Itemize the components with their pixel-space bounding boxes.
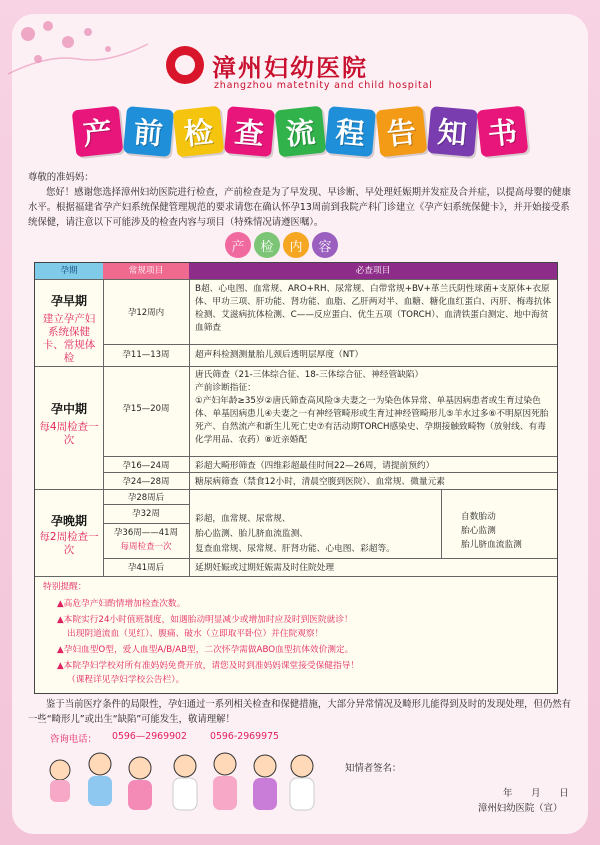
phase-early-title: 孕早期 — [50, 294, 87, 308]
week-36-41: 孕36周——41周 — [113, 528, 179, 538]
hospital-name-en: zhangzhou matetnity and child hospital — [214, 80, 433, 91]
title-char-2: 检 — [173, 106, 224, 158]
section-char-1: 检 — [254, 232, 280, 258]
week-11-13: 孕11—13周 — [122, 350, 170, 360]
week-28-after: 孕28周后 — [127, 493, 165, 503]
items-w11: 超声科检测测量胎儿颈后透明层厚度（NT） — [195, 350, 364, 360]
contact-label: 咨询电话： — [50, 734, 97, 745]
title-char-4: 流 — [274, 106, 325, 158]
reminder-line-2: ▲本院实行24小时值班制度，如遇胎动明显减少或增加时应及时到医院就诊！ — [57, 615, 353, 625]
hospital-name: 漳州妇幼医院 — [212, 53, 368, 82]
section-title — [225, 232, 338, 258]
title-char-8: 书 — [477, 106, 528, 158]
week-15-20: 孕15—20周 — [122, 404, 170, 414]
items-w32: 彩超，血常规、尿常规、 — [195, 514, 291, 524]
header-phase: 孕期 — [35, 263, 103, 279]
late-side-1: 自数胎动 — [461, 512, 496, 522]
week-weekly: 每周检查一次 — [120, 542, 172, 552]
title-char-7: 知 — [427, 106, 478, 157]
week-16-24: 孕16—24周 — [122, 461, 170, 471]
header-required: 必查项目 — [189, 263, 557, 279]
week-12: 孕12周内 — [127, 308, 165, 318]
greeting: 尊敬的准妈妈： — [28, 172, 94, 183]
title-char-0: 产 — [72, 106, 123, 158]
reminder-line-4: ▲孕妇血型O型，爱人血型A/B/AB型，二次怀孕需做ABO血型抗体效价测定。 — [57, 645, 354, 655]
items-w16: 彩超大畸形筛查（四维彩超最佳时间22—26周，请提前预约） — [195, 461, 435, 471]
items-w24: 糖尿病筛查（禁食12小时，清晨空腹到医院）、血常规、微量元素 — [195, 477, 445, 487]
reminder-line-5: ▲本院孕妇学校对所有准妈妈免费开放，请您及时到准妈妈课堂接受保健指导！ — [57, 661, 360, 671]
items-w15-3: ①产妇年龄≥35岁②唐氏筛查高风险③夫妻之一为染色体异常、单基因病患者或生育过染色体、单基因病患儿④夫妻之一有神经管畸形或生育过神经管畸形儿⑤羊水过多⑥不明原因死胎死产、自然流产和新生儿死亡史⑦有活动期TORCH感染史、孕期接触致畸物（放射线、有毒化学用品、农药）⑧近亲婚配 — [195, 396, 549, 445]
section-char-3: 容 — [312, 232, 338, 258]
week-32: 孕32周 — [132, 509, 160, 519]
phase-late-sub: 每2周检查一次 — [39, 531, 99, 556]
items-w15-1: 唐氏筛查（21-三体综合征、18-三体综合征、神经管缺陷） — [195, 370, 424, 380]
hospital-emblem-icon — [166, 46, 204, 84]
section-char-0: 产 — [225, 232, 251, 258]
items-w12: B超、心电图、血常规、ARO+RH、尿常规、白带常规+BV+革兰氏阴性球菌+支原体+衣原体、甲功三项、肝功能、肾功能、血脂、乙肝两对半、血糖、糖化血红蛋白、丙肝、梅毒抗体检测、艾滋病抗体检测、C——反应蛋白、优生五项（TORCH）、血清铁蛋白测定、地中海贫血筛查 — [195, 284, 552, 333]
week-24-28: 孕24—28周 — [122, 477, 170, 487]
closing-paragraph: 鉴于当前医疗条件的局限性，孕妇通过一系列相关检查和保健措施，大部分异常情况及畸形儿能得到及时的发现处理，但仍然有一些“畸形儿”或出生“缺陷”可能发生，敬请理解！ — [28, 699, 572, 725]
family-illustration — [40, 750, 340, 828]
title-char-5: 程 — [325, 106, 376, 157]
section-char-2: 内 — [283, 232, 309, 258]
floral-decoration — [8, 14, 158, 104]
date-line: 年 月 日 — [503, 788, 569, 799]
header-routine: 常规项目 — [103, 263, 189, 279]
signature-label: 知情者签名： — [345, 763, 402, 774]
title-char-6: 告 — [376, 106, 427, 158]
late-side-3: 胎儿脐血流监测 — [461, 540, 522, 550]
items-w41: 延期妊娠或过期妊娠需及时住院处理 — [195, 563, 334, 573]
phase-early-sub: 建立孕产妇系统保健卡、常规体检 — [42, 313, 96, 364]
intro-paragraph: 您好！感谢您选择漳州妇幼医院进行检查，产前检查是为了早发现、早诊断、早处理妊娠期并发症及合并症，以提高母婴的健康水平。根据福建省孕产妇系统保健管理规范的要求请您在确认怀孕13周前到我院产科门诊建立《孕产妇系统保健卡》，并开始接受系统保健，请注意以下可能涉及的检查内容与项目（特殊情况请遵医嘱）。 — [28, 187, 572, 228]
hospital-logo — [166, 46, 368, 84]
phase-mid-sub: 每4周检查一次 — [39, 421, 99, 446]
exam-table — [34, 262, 558, 694]
reminder-line-3: 出现阴道流血（见红）、腹痛、破水（立即取平卧位）并住院观察！ — [67, 629, 324, 639]
items-w15-2: 产前诊断指征： — [195, 383, 256, 393]
phase-late-title: 孕晚期 — [50, 514, 87, 528]
poster-title — [74, 108, 526, 155]
items-w36-2: 复查血常规、尿常规、肝肾功能、心电图、彩超等。 — [195, 544, 395, 554]
contact-phone-1: 0596—2969902 — [112, 731, 187, 742]
hospital-sign: 漳州妇幼医院（宣） — [478, 803, 563, 814]
reminder-title: 特别提醒： — [43, 582, 87, 592]
contact-phone-2: 0596-2969975 — [210, 731, 279, 742]
items-w36-1: 胎心监测、胎儿脐血流监测、 — [195, 529, 308, 539]
week-41-after: 孕41周后 — [127, 563, 165, 573]
late-side-2: 胎心监测 — [461, 526, 496, 536]
reminder-line-1: ▲高危孕产妇酌情增加检查次数。 — [57, 599, 186, 609]
reminder-line-6: （课程详见孕妇学校公告栏）。 — [67, 675, 185, 685]
title-char-3: 查 — [224, 106, 275, 157]
phase-mid-title: 孕中期 — [50, 402, 87, 416]
title-char-1: 前 — [123, 106, 174, 157]
